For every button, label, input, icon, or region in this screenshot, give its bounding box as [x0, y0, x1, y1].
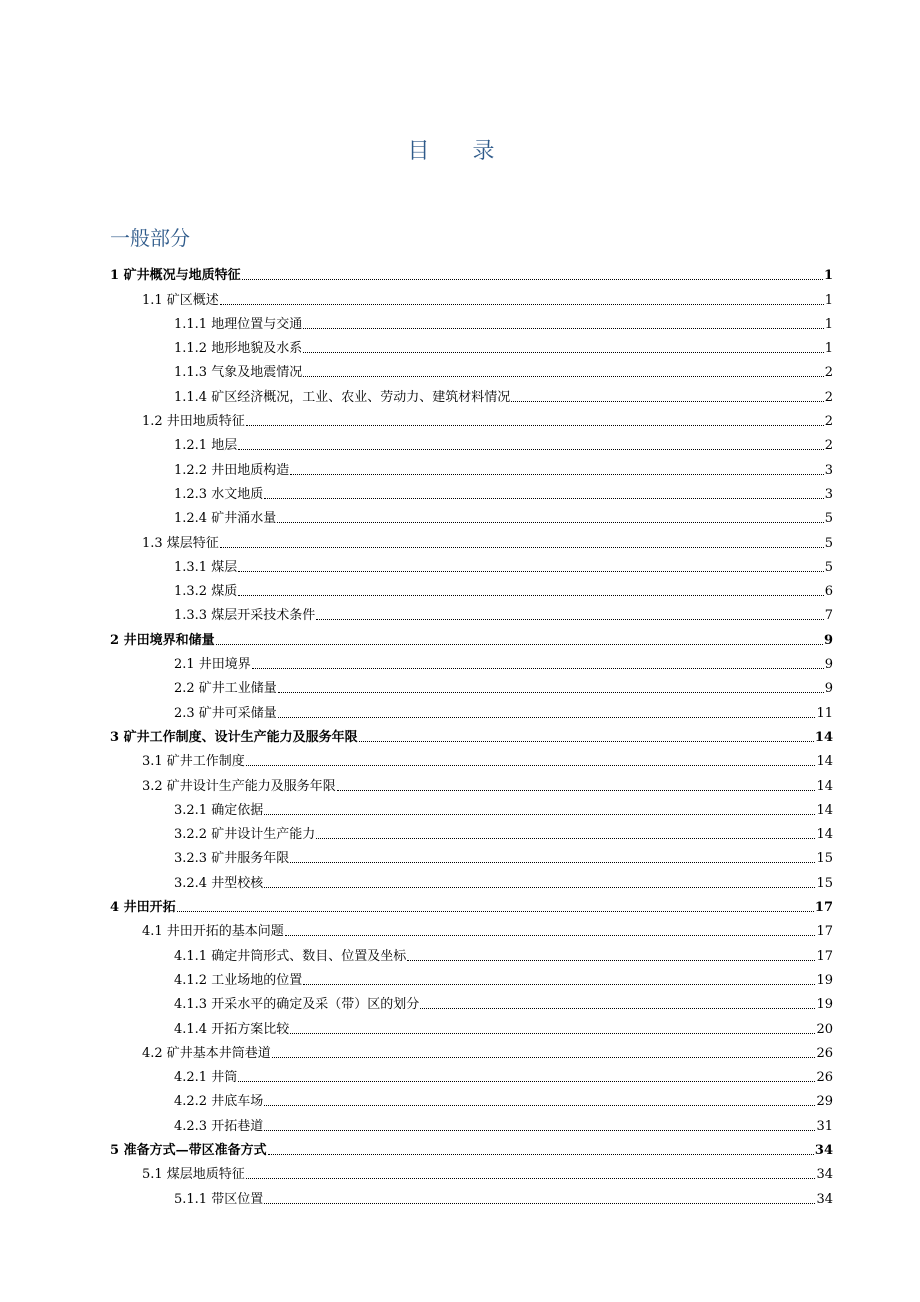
toc-entry-page-number: 9	[824, 681, 833, 697]
dot-leader	[264, 1104, 815, 1106]
toc-entry-label: 4.2.3 开拓巷道	[174, 1118, 264, 1134]
dot-leader	[278, 716, 816, 718]
dot-leader	[264, 497, 824, 499]
toc-entry-label: 4.1 井田开拓的基本问题	[142, 924, 284, 940]
toc-entry-label: 1.2.1 地层	[174, 438, 238, 454]
toc-entry-page-number: 17	[816, 924, 833, 940]
toc-entry-label: 4.2 矿井基本井筒巷道	[142, 1045, 271, 1061]
toc-entry-label: 1.2.2 井田地质构造	[174, 462, 290, 478]
toc-entry-label: 3.2.3 矿井服务年限	[174, 851, 290, 867]
toc-entry-label: 1.1.4 矿区经济概况，工业、农业、劳动力、建筑材料情况	[174, 389, 511, 405]
toc-entry[interactable]	[110, 503, 833, 527]
toc-entry-label: 1.2.4 矿井涌水量	[174, 511, 277, 527]
dot-leader	[290, 861, 815, 863]
page-title: 目 录	[407, 139, 513, 164]
toc-entry-label: 4.1.3 开采水平的确定及采（带）区的划分	[174, 997, 420, 1013]
toc-entry[interactable]	[110, 722, 833, 746]
toc-entry[interactable]	[110, 454, 833, 478]
toc-entry-page-number: 14	[816, 778, 833, 794]
dot-leader	[238, 1080, 815, 1082]
toc-entry-page-number: 17	[814, 900, 833, 916]
toc-entry-page-number: 3	[824, 486, 833, 502]
toc-entry-label: 3.2.1 确定依据	[174, 802, 264, 818]
dot-leader	[278, 691, 824, 693]
toc-entry[interactable]	[110, 1086, 833, 1110]
toc-entry-label: 1.1 矿区概述	[142, 292, 219, 308]
toc-entry[interactable]	[110, 1062, 833, 1086]
table-of-contents	[110, 260, 833, 1208]
toc-entry-page-number: 2	[824, 389, 833, 405]
toc-entry-label: 2.2 矿井工业储量	[174, 681, 277, 697]
toc-entry-page-number: 2	[824, 438, 833, 454]
toc-entry-page-number: 34	[814, 1142, 833, 1158]
dot-leader	[242, 278, 823, 280]
toc-entry-label: 5.1 煤层地质特征	[142, 1167, 245, 1183]
toc-entry[interactable]	[110, 357, 833, 381]
toc-entry[interactable]	[110, 1135, 833, 1159]
dot-leader	[238, 570, 824, 572]
dot-leader	[303, 375, 824, 377]
toc-entry-page-number: 5	[824, 511, 833, 527]
toc-entry[interactable]	[110, 867, 833, 891]
toc-entry[interactable]	[110, 527, 833, 551]
toc-entry-page-number: 14	[816, 802, 833, 818]
toc-entry-label: 4.1.4 开拓方案比较	[174, 1021, 290, 1037]
toc-entry-page-number: 1	[824, 341, 833, 357]
toc-entry[interactable]	[110, 795, 833, 819]
toc-entry-label: 1.3.1 煤层	[174, 559, 238, 575]
toc-entry[interactable]	[110, 430, 833, 454]
toc-entry[interactable]	[110, 552, 833, 576]
toc-entry-page-number: 5	[824, 559, 833, 575]
dot-leader	[246, 764, 816, 766]
toc-entry[interactable]	[110, 1159, 833, 1183]
toc-entry-page-number: 7	[824, 608, 833, 624]
toc-entry-label: 4.2.2 井底车场	[174, 1094, 264, 1110]
toc-entry-label: 3.1 矿井工作制度	[142, 754, 245, 770]
toc-entry-label: 1.3 煤层特征	[142, 535, 219, 551]
toc-entry[interactable]	[110, 746, 833, 770]
toc-entry-label: 4 井田开拓	[110, 900, 176, 916]
dot-leader	[337, 789, 816, 791]
toc-entry[interactable]	[110, 479, 833, 503]
toc-entry-label: 4.2.1 井筒	[174, 1070, 238, 1086]
toc-entry-page-number: 34	[816, 1191, 833, 1207]
toc-entry-page-number: 9	[823, 632, 833, 648]
dot-leader	[252, 667, 824, 669]
toc-entry-label: 1.3.2 煤质	[174, 584, 238, 600]
toc-entry[interactable]	[110, 1110, 833, 1134]
toc-entry-label: 2.1 井田境界	[174, 657, 251, 673]
toc-entry-page-number: 29	[816, 1094, 833, 1110]
toc-entry[interactable]	[110, 1183, 833, 1207]
dot-leader	[420, 1007, 815, 1009]
toc-entry[interactable]	[110, 333, 833, 357]
toc-entry[interactable]	[110, 284, 833, 308]
dot-leader	[220, 546, 824, 548]
dot-leader	[177, 910, 814, 912]
toc-entry-label: 3.2 矿井设计生产能力及服务年限	[142, 778, 336, 794]
toc-entry[interactable]	[110, 600, 833, 624]
dot-leader	[290, 473, 824, 475]
toc-entry[interactable]	[110, 843, 833, 867]
toc-entry-label: 5 准备方式—带区准备方式	[110, 1142, 267, 1158]
toc-entry-page-number: 2	[824, 365, 833, 381]
dot-leader	[264, 813, 815, 815]
toc-entry-label: 4.1.2 工业场地的位置	[174, 972, 303, 988]
toc-entry-page-number: 1	[823, 268, 833, 284]
toc-entry-page-number: 31	[816, 1118, 833, 1134]
dot-leader	[303, 983, 815, 985]
toc-entry[interactable]	[110, 673, 833, 697]
toc-entry-page-number: 14	[816, 827, 833, 843]
dot-leader	[511, 400, 824, 402]
toc-entry[interactable]	[110, 770, 833, 794]
dot-leader	[316, 837, 815, 839]
dot-leader	[264, 1129, 815, 1131]
toc-entry[interactable]	[110, 989, 833, 1013]
toc-entry[interactable]	[110, 381, 833, 405]
toc-entry-label: 3 矿井工作制度、设计生产能力及服务年限	[110, 729, 358, 745]
dot-leader	[359, 740, 814, 742]
toc-entry-label: 1.3.3 煤层开采技术条件	[174, 608, 316, 624]
toc-entry-page-number: 3	[824, 462, 833, 478]
dot-leader	[407, 959, 815, 961]
toc-entry[interactable]	[110, 965, 833, 989]
dot-leader	[268, 1153, 814, 1155]
toc-entry[interactable]	[110, 309, 833, 333]
toc-entry-label: 1 矿井概况与地质特征	[110, 268, 241, 284]
toc-entry[interactable]	[110, 260, 833, 284]
toc-entry[interactable]	[110, 697, 833, 721]
toc-entry-page-number: 26	[816, 1045, 833, 1061]
toc-entry[interactable]	[110, 940, 833, 964]
dot-leader	[216, 643, 823, 645]
dot-leader	[238, 594, 824, 596]
toc-entry-page-number: 34	[816, 1167, 833, 1183]
dot-leader	[285, 934, 816, 936]
toc-entry-page-number: 9	[824, 657, 833, 673]
toc-entry-page-number: 15	[816, 851, 833, 867]
toc-entry-label: 1.1.1 地理位置与交通	[174, 316, 303, 332]
toc-entry-page-number: 1	[824, 292, 833, 308]
toc-entry-page-number: 11	[816, 705, 833, 721]
toc-entry-page-number: 19	[816, 997, 833, 1013]
toc-entry-page-number: 14	[816, 754, 833, 770]
dot-leader	[238, 448, 824, 450]
dot-leader	[246, 424, 824, 426]
dot-leader	[303, 327, 824, 329]
toc-entry[interactable]	[110, 892, 833, 916]
toc-entry-label: 2.3 矿井可采储量	[174, 705, 277, 721]
dot-leader	[264, 1202, 815, 1204]
dot-leader	[246, 1177, 816, 1179]
dot-leader	[277, 521, 824, 523]
toc-entry-page-number: 20	[816, 1021, 833, 1037]
toc-entry-page-number: 2	[824, 414, 833, 430]
dot-leader	[316, 618, 824, 620]
toc-entry-label: 2 井田境界和储量	[110, 632, 215, 648]
toc-entry-label: 1.1.3 气象及地震情况	[174, 365, 303, 381]
dot-leader	[264, 886, 815, 888]
toc-entry-page-number: 17	[816, 948, 833, 964]
toc-entry-page-number: 5	[824, 535, 833, 551]
toc-entry-page-number: 19	[816, 972, 833, 988]
toc-entry-page-number: 15	[816, 875, 833, 891]
toc-entry-label: 1.1.2 地形地貌及水系	[174, 341, 303, 357]
toc-entry[interactable]	[110, 1038, 833, 1062]
toc-entry-label: 4.1.1 确定井筒形式、数目、位置及坐标	[174, 948, 407, 964]
toc-entry-label: 3.2.2 矿井设计生产能力	[174, 827, 316, 843]
toc-entry-label: 3.2.4 井型校核	[174, 875, 264, 891]
toc-entry-page-number: 1	[824, 316, 833, 332]
toc-entry-label: 1.2.3 水文地质	[174, 486, 264, 502]
toc-entry-page-number: 26	[816, 1070, 833, 1086]
toc-entry[interactable]	[110, 916, 833, 940]
dot-leader	[290, 1032, 815, 1034]
toc-entry-label: 5.1.1 带区位置	[174, 1191, 264, 1207]
dot-leader	[303, 351, 824, 353]
toc-entry[interactable]	[110, 576, 833, 600]
section-heading: 一般部分	[110, 226, 190, 250]
toc-entry[interactable]	[110, 649, 833, 673]
toc-entry[interactable]	[110, 624, 833, 648]
dot-leader	[220, 303, 824, 305]
toc-entry-page-number: 14	[814, 729, 833, 745]
toc-entry[interactable]	[110, 406, 833, 430]
toc-entry-page-number: 6	[824, 584, 833, 600]
dot-leader	[272, 1056, 816, 1058]
toc-entry[interactable]	[110, 819, 833, 843]
toc-entry[interactable]	[110, 1013, 833, 1037]
toc-entry-label: 1.2 井田地质特征	[142, 414, 245, 430]
